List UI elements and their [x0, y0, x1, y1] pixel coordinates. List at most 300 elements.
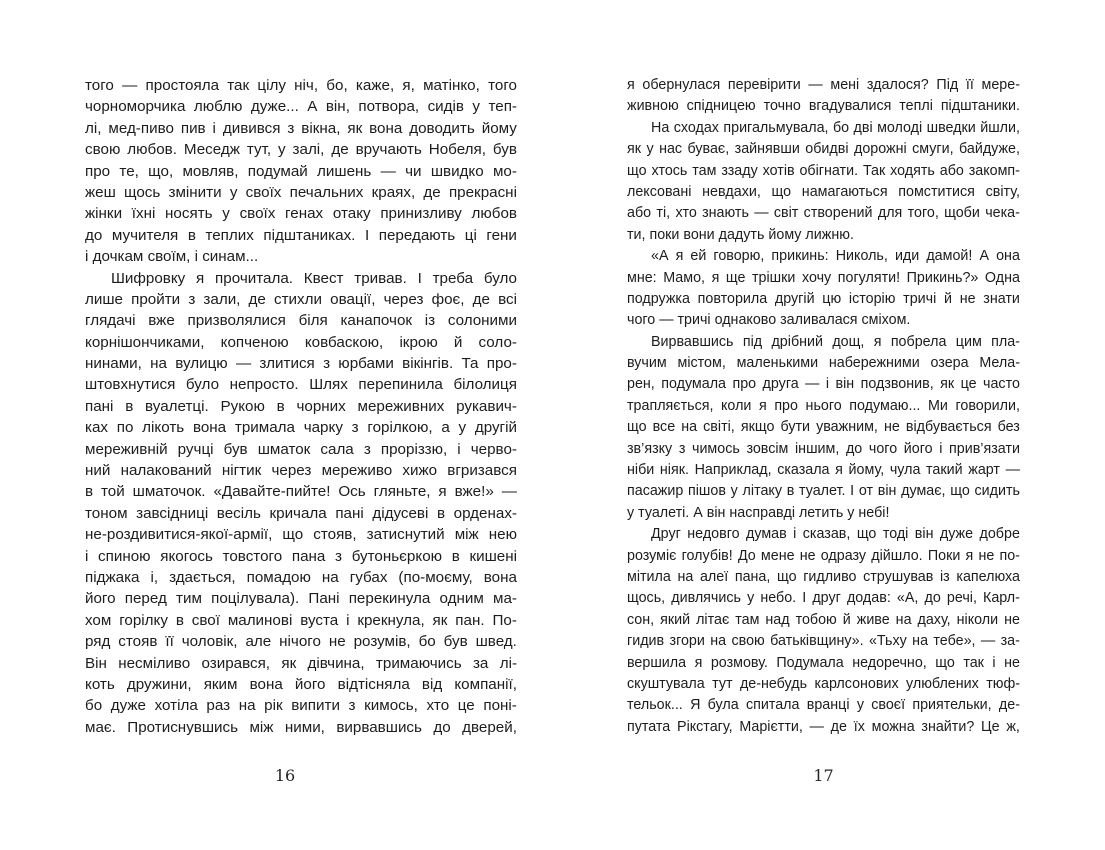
word: А: [979, 248, 990, 265]
text-line: [85, 524, 517, 545]
text-column-left: [85, 75, 517, 738]
word: своїх: [239, 205, 276, 223]
word: гидив: [627, 633, 665, 650]
text-line: [627, 353, 1020, 374]
word: молоді: [877, 119, 923, 136]
word: і: [793, 526, 797, 543]
word: мене: [760, 547, 795, 564]
word: на: [677, 568, 694, 585]
text-line: [627, 268, 1020, 289]
word: чи: [405, 162, 422, 180]
word: йому,: [848, 462, 885, 479]
word: додав:: [846, 590, 891, 607]
word: з: [323, 355, 331, 373]
word: она: [996, 248, 1020, 265]
word: літає: [696, 611, 730, 628]
text-line: [85, 225, 517, 246]
word: «Давайте-пийте!: [213, 483, 331, 501]
word: із: [424, 312, 436, 330]
word: не: [1004, 654, 1020, 671]
text-line: [627, 674, 1020, 695]
word: подумала: [661, 376, 727, 393]
text-line: [85, 118, 517, 139]
word: дамой!: [926, 248, 973, 265]
word: згори: [669, 633, 705, 650]
word: вона: [483, 568, 517, 586]
word: пла-: [991, 333, 1020, 350]
word: у: [472, 98, 481, 116]
word: чимось: [692, 440, 740, 457]
word: ніби: [627, 462, 655, 479]
word: матінко,: [423, 77, 480, 94]
word: я: [873, 333, 882, 350]
word: призволялися: [187, 312, 286, 330]
word: і: [346, 611, 350, 629]
word: містом,: [677, 355, 726, 372]
word: жінки: [85, 205, 123, 223]
word: щоби: [944, 205, 980, 222]
word: —: [754, 205, 769, 222]
word: Та: [461, 355, 479, 373]
text-line: [85, 653, 517, 674]
word: пройти: [131, 290, 181, 308]
word: і: [825, 376, 830, 393]
word: генах: [285, 205, 324, 223]
word: дійшло.: [871, 547, 923, 564]
word: вже: [148, 312, 175, 330]
word: по-: [999, 547, 1020, 564]
word: гидливо: [803, 568, 857, 585]
word: на: [895, 611, 912, 628]
word: швед.: [475, 633, 517, 651]
word: друга: [762, 376, 799, 393]
word: лікоть: [142, 419, 185, 437]
word: вуста: [300, 611, 339, 629]
word: вона: [192, 419, 227, 437]
word: у: [747, 590, 755, 607]
word: Це: [981, 718, 1000, 735]
word: зв’язку: [627, 440, 673, 457]
word: що: [627, 162, 647, 179]
word: ковбаскою,: [304, 333, 384, 351]
word: глядачі: [85, 312, 136, 330]
page-number-left: 16: [274, 766, 296, 785]
word: ще: [725, 269, 746, 286]
word: чарку: [303, 419, 343, 437]
word: тим: [176, 590, 202, 608]
word: кимось,: [364, 697, 418, 715]
word: обидві: [805, 141, 849, 158]
word: І: [364, 226, 370, 244]
word: вгадувалися: [808, 98, 892, 115]
word: і: [992, 654, 996, 671]
text-line: [85, 417, 517, 438]
word: не: [328, 633, 346, 651]
text-line: [627, 75, 1020, 96]
word: сходах: [673, 119, 719, 136]
word: Подумала: [776, 654, 844, 671]
text-line: [627, 610, 1020, 631]
word: недовго: [687, 526, 740, 543]
text-line: [627, 439, 1020, 460]
word: знають: [702, 205, 749, 222]
word: який: [660, 611, 691, 628]
word: Так: [862, 162, 886, 179]
word: має.: [85, 718, 116, 736]
word: озирався,: [201, 654, 271, 672]
word: у: [856, 697, 864, 714]
word: мереживо: [321, 462, 393, 480]
word: тривав.: [354, 269, 407, 287]
word: його: [294, 675, 326, 693]
word: як: [347, 119, 363, 137]
word: точно: [763, 98, 801, 115]
word: не-роздивитися-якої-армії,: [85, 526, 273, 544]
word: канапочок: [340, 312, 413, 330]
text-line: і дочкам своїм, і синам...: [85, 248, 259, 266]
word: на: [238, 697, 256, 715]
word: ніяк.: [659, 462, 689, 479]
word: обернулася: [642, 77, 721, 93]
word: як: [281, 654, 297, 672]
text-line: [627, 588, 1020, 609]
word: швидко: [430, 162, 484, 180]
word: вона: [249, 675, 283, 693]
text-line: [627, 203, 1020, 224]
word: в: [125, 397, 134, 415]
word: добре: [979, 526, 1020, 543]
word: не: [959, 290, 976, 307]
word: —: [1005, 462, 1020, 479]
word: відтісняла: [337, 675, 410, 693]
word: з: [678, 440, 686, 457]
word: Пані: [308, 590, 340, 608]
text-line: [85, 695, 517, 716]
text-line: ти, поки вони дадуть йому лижню.: [627, 226, 854, 243]
word: штовхнутися: [85, 376, 176, 394]
word: її: [165, 633, 174, 651]
word: як: [940, 376, 955, 393]
word: шматочок.: [132, 483, 206, 501]
word: мітила: [627, 568, 671, 585]
word: де: [423, 183, 441, 201]
word: вершила: [627, 654, 687, 671]
word: і: [939, 440, 943, 457]
word: сказала: [777, 462, 830, 479]
word: про: [85, 162, 111, 180]
word: світу,: [985, 183, 1020, 200]
word: я: [711, 269, 720, 286]
word: цим: [955, 333, 982, 350]
word: перепинила: [358, 376, 443, 394]
word: лише: [85, 290, 123, 308]
word: і: [212, 119, 216, 137]
word: що: [282, 526, 304, 544]
word: —: [501, 483, 517, 501]
word: мучителя: [111, 226, 179, 244]
word: у: [458, 419, 467, 437]
word: про: [732, 376, 757, 393]
word: алеї: [699, 568, 729, 585]
word: люблю: [193, 98, 243, 116]
word: непросто.: [229, 376, 299, 394]
word: до: [433, 718, 451, 736]
word: або: [939, 162, 964, 179]
word: тюф-: [986, 675, 1020, 692]
word: спитала: [745, 697, 800, 714]
word: нинами,: [85, 355, 142, 373]
word: вгризався: [447, 462, 517, 480]
word: спідницею: [686, 98, 756, 115]
word: доводить: [409, 119, 475, 137]
word: буває,: [687, 141, 730, 158]
word: там: [735, 611, 760, 628]
text-line: [85, 139, 517, 160]
word: було: [185, 376, 220, 394]
word: до: [845, 440, 863, 457]
word: І: [850, 483, 855, 500]
word: літаку: [742, 483, 782, 500]
word: пані: [335, 504, 364, 522]
word: чека-: [985, 205, 1020, 222]
word: а: [441, 419, 450, 437]
word: налакований: [120, 462, 212, 480]
word: лі-: [499, 654, 517, 672]
word: голубів!: [681, 547, 733, 564]
word: Нобеля,: [428, 141, 486, 159]
word: лишень: [317, 162, 372, 180]
word: де: [331, 141, 349, 159]
word: недоречно,: [852, 654, 927, 671]
word: другій: [474, 419, 517, 437]
word: помадою: [246, 568, 311, 586]
word: орденах-: [453, 504, 517, 522]
word: краях,: [371, 183, 416, 201]
text-line: [627, 182, 1020, 203]
word: соло-: [478, 333, 517, 351]
word: у: [222, 205, 230, 223]
word: мені: [830, 77, 860, 93]
word: залі,: [292, 141, 325, 159]
word: нас: [659, 141, 683, 158]
text-line: [85, 717, 517, 738]
word: він: [835, 376, 855, 393]
word: дощ,: [832, 333, 865, 350]
word: —: [380, 162, 396, 180]
text-line: [85, 96, 517, 117]
word: Квест: [303, 269, 344, 287]
word: вулицю: [175, 355, 228, 373]
word: я: [438, 483, 447, 501]
word: без: [997, 419, 1020, 436]
word: я: [627, 77, 635, 93]
word: ці: [464, 226, 477, 244]
word: сказав,: [802, 526, 851, 543]
word: там: [692, 162, 717, 179]
word: погуляти!: [837, 269, 901, 286]
word: ними,: [284, 718, 325, 736]
word: прикинь:: [771, 248, 829, 265]
word: каже,: [355, 77, 395, 94]
word: (по-моєму,: [398, 568, 473, 586]
word: Меседж: [183, 141, 240, 159]
word: «А: [651, 248, 669, 265]
word: відбувається: [905, 419, 992, 436]
word: все: [652, 419, 676, 436]
text-line: [627, 546, 1020, 567]
word: ікрою: [399, 333, 438, 351]
word: і,: [150, 568, 159, 586]
word: подумаю...: [849, 397, 921, 414]
word: небо.: [760, 590, 797, 607]
word: через: [383, 290, 424, 308]
word: —: [805, 376, 820, 393]
text-line: [627, 161, 1020, 182]
word: лексовані: [627, 183, 692, 200]
word: знайти?: [921, 718, 975, 735]
word: прекрасні: [448, 183, 517, 201]
word: пасажир: [627, 483, 684, 500]
text-line: [85, 332, 517, 353]
word: кишені: [469, 547, 517, 565]
word: струшував: [863, 568, 934, 585]
word: живною: [627, 98, 679, 115]
word: я,: [402, 77, 415, 94]
word: хто: [675, 205, 697, 222]
word: байдуже,: [959, 141, 1020, 158]
word: Я: [690, 697, 701, 714]
word: злитися: [259, 355, 315, 373]
word: думав: [746, 526, 787, 543]
word: в: [175, 611, 184, 629]
word: Під: [936, 77, 959, 93]
word: що: [935, 654, 955, 671]
word: дівчина,: [307, 654, 365, 672]
text-line: [627, 653, 1020, 674]
word: так: [227, 77, 250, 94]
word: він,: [325, 98, 350, 116]
word: тричі: [903, 290, 937, 307]
word: одним: [439, 590, 484, 608]
word: —: [235, 355, 252, 373]
word: його: [903, 440, 933, 457]
word: була: [707, 697, 739, 714]
word: розуміє: [627, 547, 677, 564]
text-line: [627, 246, 1020, 267]
word: з: [188, 290, 196, 308]
word: я: [835, 462, 843, 479]
word: ручці: [177, 440, 214, 458]
word: принизливу: [380, 205, 462, 223]
word: це: [457, 697, 475, 715]
word: про-: [486, 355, 517, 373]
word: овації,: [330, 290, 376, 308]
text-line: [627, 717, 1020, 738]
word: —: [980, 633, 996, 650]
word: що: [771, 183, 792, 200]
word: Ось: [338, 483, 366, 501]
word: даху,: [917, 611, 951, 628]
word: бо: [85, 697, 103, 715]
word: її: [965, 77, 974, 93]
word: вікінгів.: [402, 355, 454, 373]
word: за-: [1000, 633, 1020, 650]
word: коть: [85, 675, 115, 693]
word: у: [730, 483, 738, 500]
word: товстого: [222, 547, 283, 565]
word: жарт: [968, 462, 1000, 479]
word: у: [278, 141, 286, 159]
word: тобою: [795, 611, 837, 628]
word: зовсім: [746, 440, 789, 457]
word: вікна,: [301, 119, 341, 137]
word: змінити: [168, 183, 222, 201]
word: горілку: [119, 611, 168, 629]
word: до: [85, 226, 103, 244]
word: перед: [124, 590, 167, 608]
word: І: [802, 590, 807, 607]
word: не: [883, 419, 900, 436]
word: смуги,: [912, 141, 954, 158]
word: шматок: [257, 440, 311, 458]
word: хочу: [801, 269, 832, 286]
word: де-небудь: [739, 675, 808, 692]
word: хом: [85, 611, 112, 629]
word: маленькими: [736, 355, 819, 372]
word: ж,: [1006, 718, 1020, 735]
word: коли: [721, 397, 752, 414]
word: зайнявши: [734, 141, 800, 158]
word: ряд: [85, 633, 111, 651]
word: де: [248, 290, 266, 308]
word: прив’язати: [949, 440, 1020, 457]
word: й: [842, 611, 851, 628]
word: капелюха: [956, 568, 1020, 585]
word: дідусеві: [372, 504, 429, 522]
word: «А,: [896, 590, 919, 607]
word: дивився: [222, 119, 281, 137]
text-line: [85, 374, 517, 395]
word: уважним,: [816, 419, 878, 436]
word: або: [627, 205, 652, 222]
word: можна: [871, 718, 915, 735]
text-line: [627, 139, 1020, 160]
text-line: [627, 374, 1020, 395]
word: біля: [298, 312, 328, 330]
word: що: [627, 419, 647, 436]
word: копченою: [220, 333, 289, 351]
word: Рікстагу,: [677, 718, 733, 735]
word: треба: [432, 269, 474, 287]
word: ходять: [890, 162, 935, 179]
word: в: [451, 547, 460, 565]
word: теплі: [899, 98, 933, 115]
word: вучим: [627, 355, 667, 372]
word: подружка: [627, 290, 690, 307]
word: зали,: [203, 290, 241, 308]
word: я: [694, 654, 703, 671]
word: я: [965, 547, 974, 564]
word: дрібний: [771, 333, 823, 350]
text-line: чого — тричі однаково заливалася сміхом.: [627, 312, 911, 329]
word: як: [432, 611, 448, 629]
word: хотіла: [154, 697, 198, 715]
word: хто: [426, 697, 450, 715]
word: лі,: [85, 119, 102, 137]
word: Поки: [927, 547, 961, 564]
text-line: [85, 481, 517, 502]
word: ний: [85, 462, 111, 480]
